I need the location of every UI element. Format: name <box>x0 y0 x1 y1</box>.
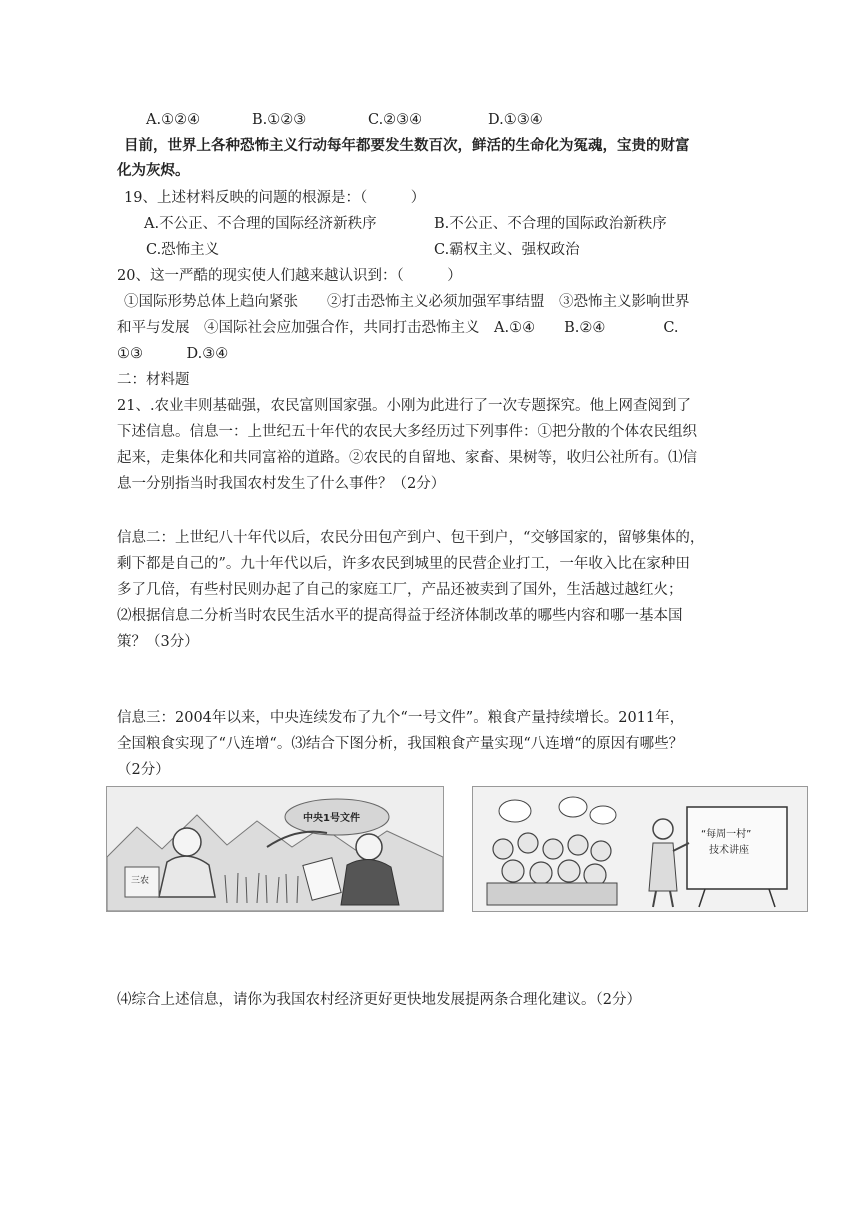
q21-info3-line-3: （2分） <box>117 762 170 778</box>
q21-info2-line-2: 剩下都是自己的”。九十年代以后，许多农民到城里的民营企业打工，一年收入比在家种田 <box>117 556 690 572</box>
q21-intro-line-2: 下述信息。信息一：上世纪五十年代的农民大多经历过下列事件：①把分散的个体农民组织 <box>117 424 697 440</box>
material-line-2: 化为灰烬。 <box>117 162 190 179</box>
q18-option-b: B.①②③ <box>252 112 307 128</box>
q18-option-a: A.①②④ <box>146 112 201 128</box>
q20-line-3: ①③ D.③④ <box>117 346 229 362</box>
cartoon-board-line-2: 技术讲座 <box>709 845 749 856</box>
q19-option-a: A.不公正、不合理的国际经济新秩序 <box>144 216 377 232</box>
section2-title: 二：材料题 <box>117 372 190 388</box>
q21-intro-line-4: 息一分别指当时我国农村发生了什么事件？（2分） <box>117 476 446 492</box>
q19-option-b: B.不公正、不合理的国际政治新秩序 <box>434 216 667 232</box>
q18-option-c: C.②③④ <box>368 112 423 128</box>
q21-info2-line-5: 策？（3分） <box>117 634 199 650</box>
material-line-1: 目前，世界上各种恐怖主义行动每年都要发生数百次，鲜活的生命化为冤魂，宝贵的财富 <box>124 137 690 154</box>
q18-options <box>146 110 543 130</box>
cartoon-no1-label: 中央1号文件 <box>303 813 360 824</box>
cartoon-board-line-1: “每周一村” <box>701 829 752 840</box>
q21-intro-line-1: 21、.农业丰则基础强，农民富则国家强。小刚为此进行了一次专题探究。他上网查阅到了 <box>117 398 692 414</box>
q18-option-d: D.①③④ <box>488 112 543 128</box>
q21-info2-line-3: 多了几倍，有些村民则办起了自己的家庭工厂，产品还被卖到了国外，生活越过越红火； <box>117 582 683 598</box>
cartoon-no1-sanong-label: 三农 <box>131 876 150 886</box>
q20-line-2: 和平与发展 ④国际社会应加强合作，共同打击恐怖主义 A.①④ B.②④ C. <box>117 320 679 336</box>
q20-stem: 20、这一严酷的现实使人们越来越认识到：（ ） <box>117 268 462 284</box>
cartoon-no1-document <box>106 786 444 912</box>
q20-line-1: ①国际形势总体上趋向紧张 ②打击恐怖主义必须加强军事结盟 ③恐怖主义影响世界 <box>124 294 690 310</box>
cartoon-tech-lecture <box>472 786 808 912</box>
q21-info3-line-1: 信息三：2004年以来，中央连续发布了九个“一号文件”。粮食产量持续增长。2011年， <box>117 710 685 726</box>
q19-option-d: C.霸权主义、强权政治 <box>434 242 580 258</box>
q21-info2-line-4: ⑵根据信息二分析当时农民生活水平的提高得益于经济体制改革的哪些内容和哪一基本国 <box>117 608 683 624</box>
cartoon-tech-drawing <box>473 787 807 911</box>
cartoon-no1-drawing <box>107 787 443 911</box>
q19-option-c: C.恐怖主义 <box>146 242 220 258</box>
q19-stem: 19、上述材料反映的问题的根源是：（ ） <box>124 190 426 206</box>
q21-info3-line-2: 全国粮食实现了“八连增“。⑶结合下图分析，我国粮食产量实现“八连增“的原因有哪些？ <box>117 736 684 752</box>
q21-info2-line-1: 信息二：上世纪八十年代以后，农民分田包产到户、包干到户，“交够国家的，留够集体的， <box>117 530 705 546</box>
q21-part4: ⑷综合上述信息，请你为我国农村经济更好更快地发展提两条合理化建议。（2分） <box>117 992 641 1008</box>
q21-intro-line-3: 起来，走集体化和共同富裕的道路。②农民的自留地、家畜、果树等，收归公社所有。⑴信 <box>117 450 697 466</box>
